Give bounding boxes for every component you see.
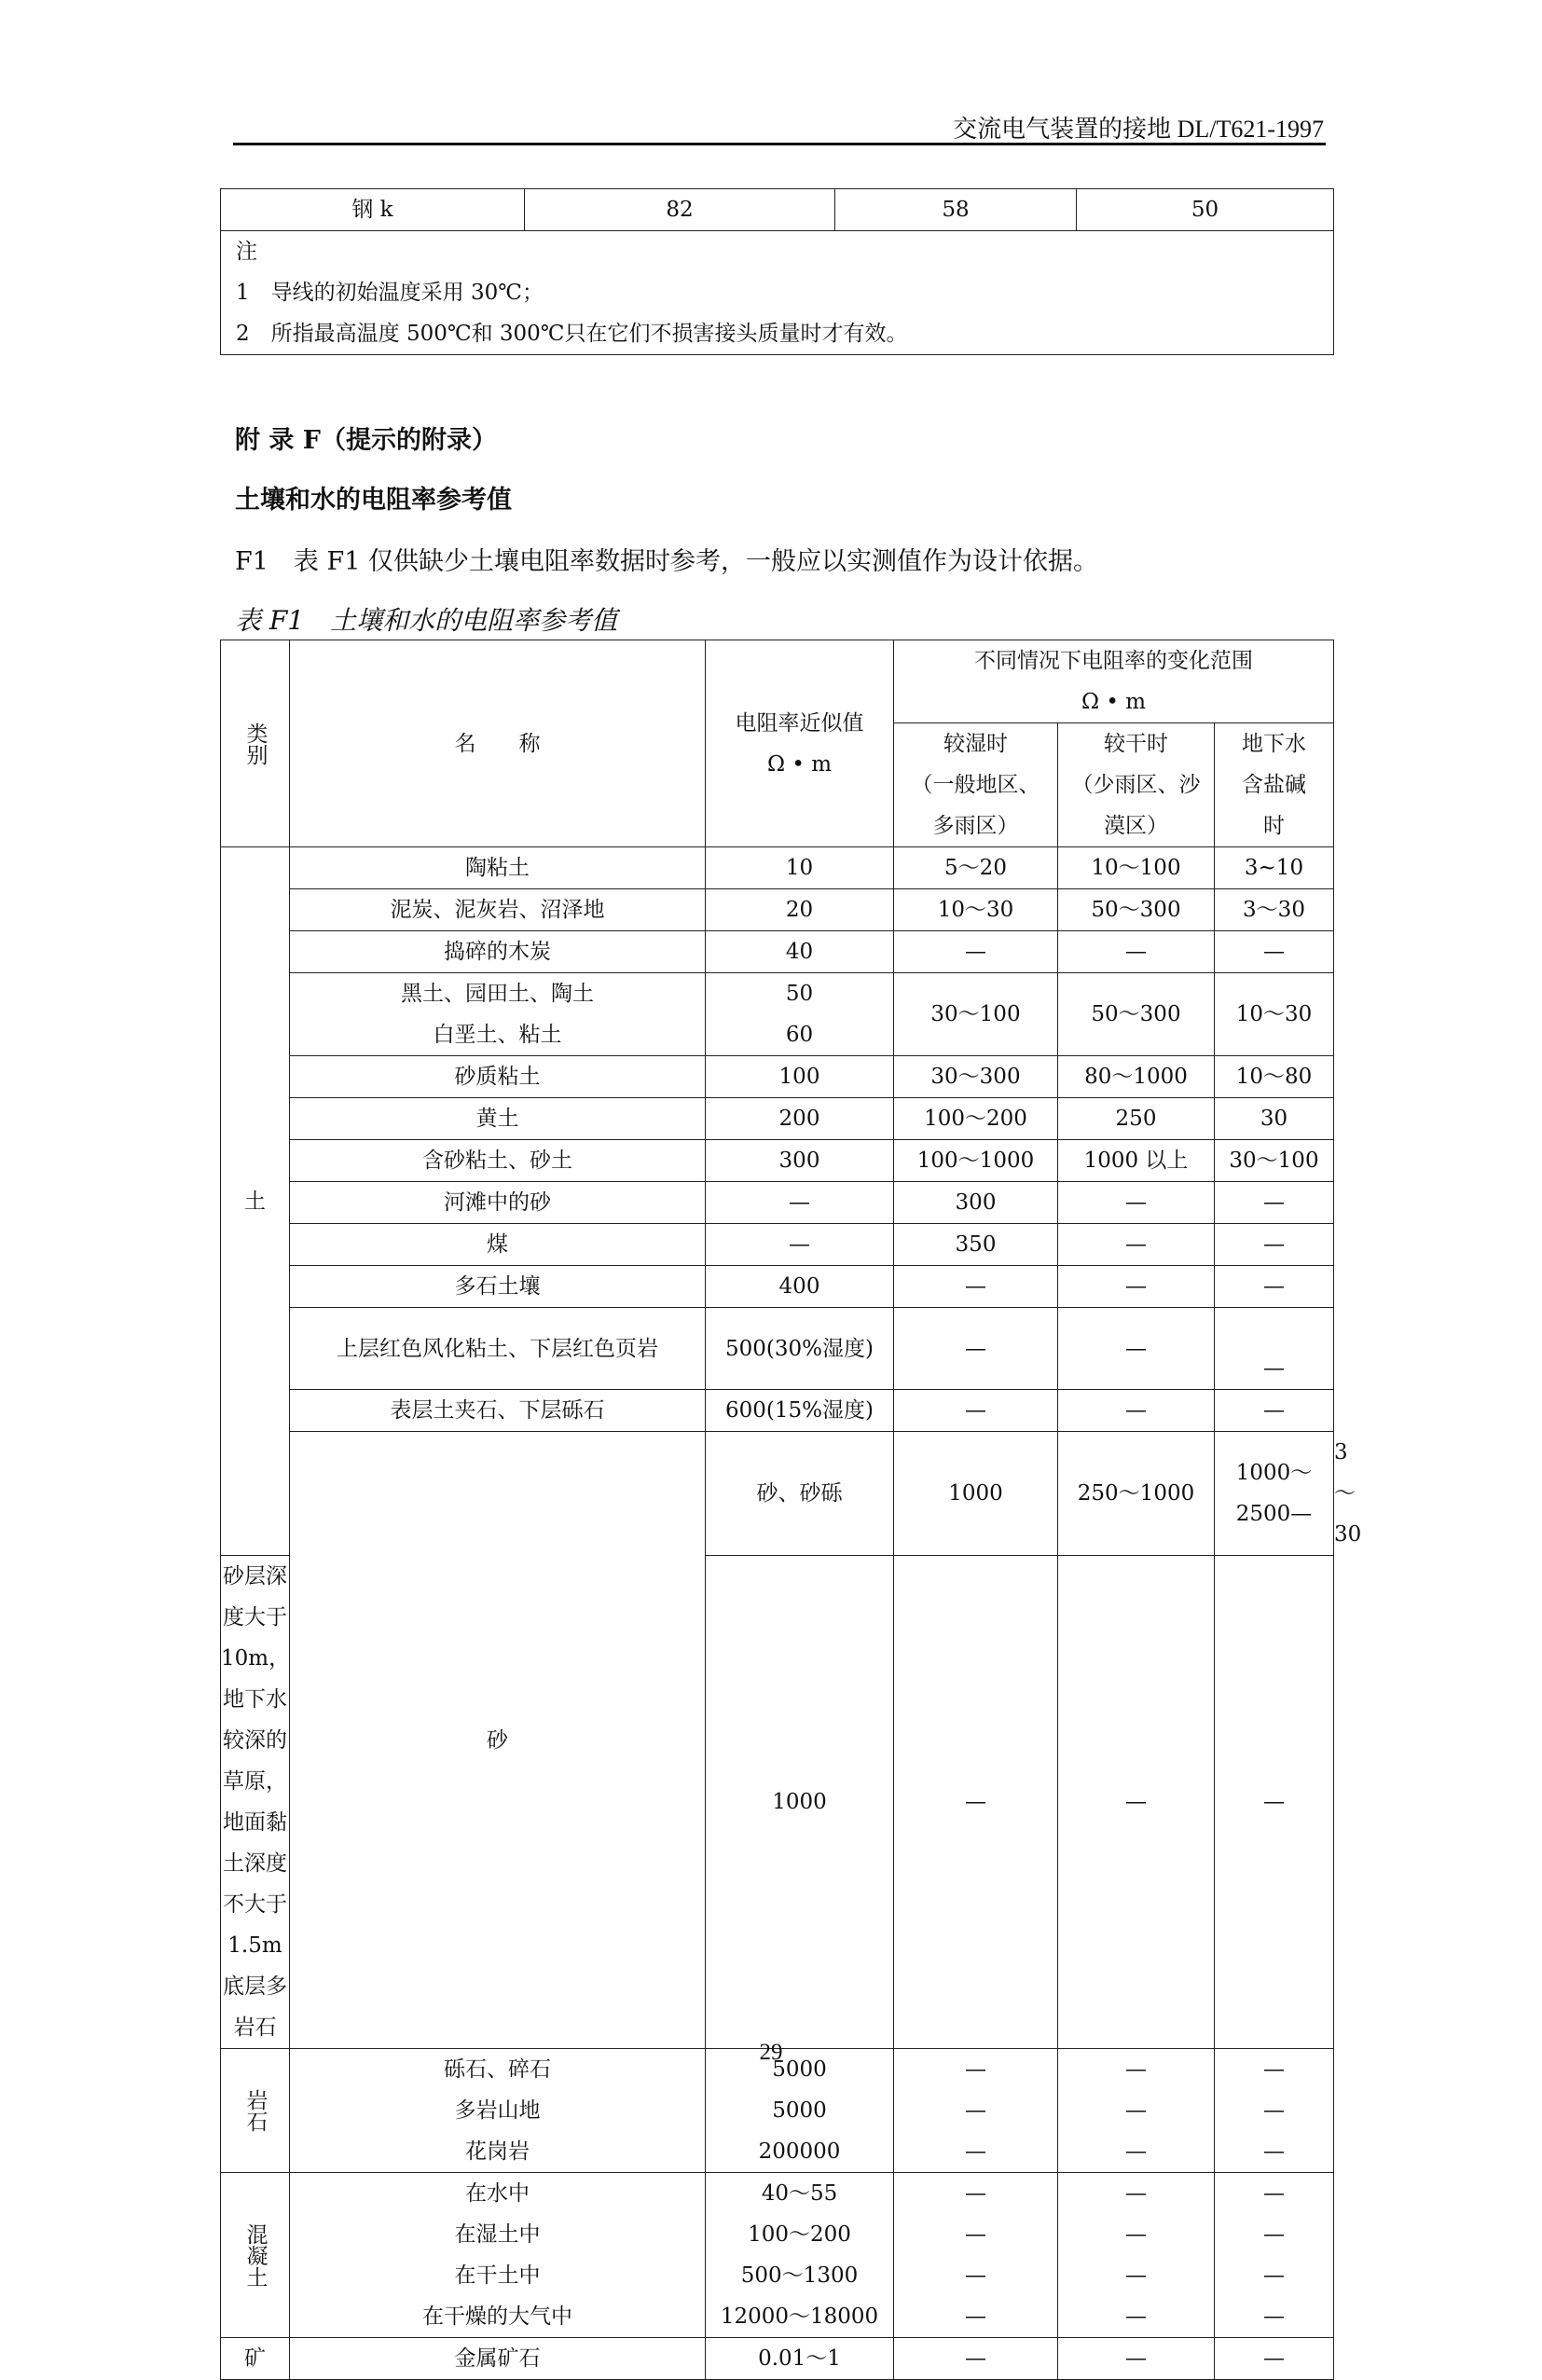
cell: — [706,1224,894,1266]
cell: 30 [1215,1098,1334,1140]
cell-line: 1000～ [1235,1461,1313,1485]
note-line: 1 导线的初始温度采用 30℃； [236,281,544,305]
cell: 300 [894,1182,1058,1224]
cell: 30～300 [894,1056,1058,1098]
cell-line: 500～1300 [740,2263,859,2288]
cell-line: — [1263,2222,1285,2247]
cell-line: 砾石、碎石 [444,2057,551,2082]
cell: — [894,2338,1058,2380]
cell: 多石土壤 [290,1266,706,1308]
cell-line: 在干燥的大气中 [422,2304,572,2329]
table-row [221,1140,1334,1182]
cell-line: — [965,2304,986,2329]
cell: 300 [706,1140,894,1182]
cell: 80～1000 [1058,1056,1215,1098]
cell: 煤 [290,1224,706,1266]
cell: 50 [1077,189,1334,231]
cell: 1000 以上 [1058,1140,1215,1182]
cell-line: 在水中 [465,2181,530,2206]
table-row [221,2173,1334,2338]
cell-line: 40～55 [761,2181,838,2206]
cell-line: 60 [785,1023,814,1047]
cell: 河滩中的砂 [290,1182,706,1224]
cell-line: — [1263,2304,1285,2329]
cell: 1000 [894,1432,1058,1556]
table-row [221,973,1334,1056]
running-header: 交流电气装置的接地 DL/T621-1997 [953,116,1324,143]
cell: 100～200 [894,1098,1058,1140]
cell [1058,2049,1215,2173]
header-row [221,640,1334,723]
cell: — [1215,1266,1334,1308]
table-row [221,1308,1334,1390]
cell: 30～100 [1215,1140,1334,1182]
cell-line: 50 [785,982,814,1006]
table-row [221,847,1334,889]
cell: 砂质粘土 [290,1056,706,1098]
cell-line: 5000 [772,2057,827,2082]
header-dry [1058,723,1215,847]
cell: 表层土夹石、下层砾石 [290,1390,706,1432]
table-row [221,889,1334,931]
cell: 250 [1058,1098,1215,1140]
header-wet [894,723,1058,847]
table-row [221,931,1334,973]
cell: 10～80 [1215,1056,1334,1098]
cell: 20 [706,889,894,931]
cell-line: 白垩土、粘土 [433,1023,562,1047]
cell: 捣碎的木炭 [290,931,706,973]
header-groundwater-line: 时 [1263,814,1285,838]
cell: — [894,1390,1058,1432]
cell: — [1058,1182,1215,1224]
cell: 82 [525,189,835,231]
cell [1058,2173,1215,2338]
cell [1215,1432,1334,1556]
cell-line: 黑土、园田土、陶土 [401,982,594,1006]
table-row [221,1224,1334,1266]
cell: 0.01～1 [706,2338,894,2380]
cell: 黄土 [290,1098,706,1140]
cell: 250～1000 [1058,1432,1215,1556]
cell: 砂、砂砾 [706,1432,894,1556]
cell-line: 多岩山地 [454,2098,541,2123]
cell: — [1058,1308,1215,1390]
cell-line: — [965,2222,986,2247]
cell-line: 在干土中 [454,2263,541,2288]
paragraph-f1: F1 表 F1 仅供缺少土壤电阻率数据时参考，一般应以实测值作为设计依据。 [235,547,1098,576]
cell [706,973,894,1056]
cell [290,973,706,1056]
table-row [221,1390,1334,1432]
cell: — [1215,2338,1334,2380]
cell: 含砂粘土、砂土 [290,1140,706,1182]
cell-line: 100～200 [748,2222,851,2247]
cell: 600(15%湿度) [706,1390,894,1432]
resistivity-table [220,640,1362,2380]
cell: 泥炭、泥灰岩、沼泽地 [290,889,706,931]
cell [894,2173,1058,2338]
cell: 3～30 [1215,889,1334,931]
cell-line: — [965,2098,986,2123]
cell: 上层红色风化粘土、下层红色页岩 [290,1308,706,1390]
cell: 钢 k [221,189,525,231]
cell: — [1215,1390,1334,1432]
cell: — [1058,1266,1215,1308]
cell-line: — [1125,2098,1147,2123]
header-range [894,640,1334,723]
table-row [221,189,1334,231]
cell-line: — [1125,2139,1147,2164]
header-groundwater-line: 地下水 [1242,732,1306,756]
cell-line: — [1125,2181,1147,2206]
cell [1215,2173,1334,2338]
header-groundwater [1215,723,1334,847]
cell-line: 地下水较深的草原， [223,1687,287,1794]
section-title: 土壤和水的电阻率参考值 [235,486,512,515]
category-ore: 矿 [221,2338,290,2380]
header-dry-line: （少雨区、沙 [1071,773,1201,797]
cell: 10～100 [1058,847,1215,889]
category-concrete [221,2173,290,2338]
cell-line: — [965,2057,986,2082]
cell-line: — [1125,2057,1147,2082]
cell [1215,2049,1334,2173]
table-caption: 表 F1 土壤和水的电阻率参考值 [235,605,618,636]
table-row [221,2338,1334,2380]
header-range-label: 不同情况下电阻率的变化范围 [974,649,1253,673]
cell-line: — [965,2139,986,2164]
cell: — [1058,1224,1215,1266]
cell: 100～1000 [894,1140,1058,1182]
cell-line: 花岗岩 [465,2139,530,2164]
header-rule [233,143,1326,145]
cell [290,2049,706,2173]
table-row: 砂 砂、砂砾 1000 250～1000 1000～ 2500— 3～30 [221,1432,1334,1556]
header-dry-line: 较干时 [1104,732,1168,756]
cell: 100 [706,1056,894,1098]
cell: — [1215,1224,1334,1266]
cell: 1000 [706,1556,894,2049]
category-concrete-label: 混凝土 [242,2222,268,2288]
cell: 400 [706,1266,894,1308]
cell: 200 [706,1098,894,1140]
cell-line: 在湿土中 [454,2222,541,2247]
cell: — [706,1182,894,1224]
cell: 350 [894,1224,1058,1266]
header-groundwater-line: 含盐碱 [1242,773,1306,797]
cell: 10 [706,847,894,889]
cell: — [1215,1556,1334,2049]
header-category [221,640,290,847]
cell: — [1058,1390,1215,1432]
cell-line: 砂层深度大于 10m， [221,1564,291,1671]
cell: 金属矿石 [290,2338,706,2380]
cell: 500(30%湿度) [706,1308,894,1390]
table-row [221,1182,1334,1224]
cell: — [894,931,1058,973]
header-approx [706,640,894,847]
cell [894,2049,1058,2173]
cell: — [1058,1556,1215,2049]
table-row [221,1056,1334,1098]
cell-line: 5000 [772,2098,827,2123]
cell-line: — [1125,2222,1147,2247]
cell-line: 200000 [758,2139,841,2164]
page-number: 29 [759,2040,783,2065]
cell-line: — [965,2181,986,2206]
cell: — [894,1308,1058,1390]
cell: — [1215,1308,1334,1390]
header-wet-line: （一般地区、 [911,773,1040,797]
cell: 30～100 [894,973,1058,1056]
cell-line: — [1125,2304,1147,2329]
top-table [220,188,1334,355]
header-category-label: 类别 [242,722,268,765]
cell [706,2049,894,2173]
note-line: 2 所指最高温度 500℃和 300℃只在它们不损害接头质量时才有效。 [236,322,908,346]
notes-row [221,231,1334,355]
header-name: 名 称 [290,640,706,847]
cell-line: 12000～18000 [720,2304,879,2329]
cell: 40 [706,931,894,973]
cell: 5～20 [894,847,1058,889]
cell: 10～30 [1215,973,1334,1056]
cell [290,2173,706,2338]
cell-line: — [1263,2057,1285,2082]
cell: 10～30 [894,889,1058,931]
cell: 3~10 [1215,847,1334,889]
cell: — [894,1266,1058,1308]
cell: — [1215,931,1334,973]
appendix-title: 附 录 F（提示的附录） [235,426,497,455]
table-row [221,1266,1334,1308]
cell [221,1556,290,2049]
header-range-unit: Ω • m [1081,690,1147,714]
category-soil: 土 [221,847,290,1556]
cell-line: 2500— [1235,1502,1313,1526]
table-row [221,1098,1334,1140]
header-wet-line: 多雨区） [932,814,1019,838]
cell-line: 地面黏土深度不大于 1.5m 底层多岩石 [223,1810,287,2040]
cell: — [1215,1182,1334,1224]
header-approx-unit: Ω • m [766,751,833,777]
category-sand: 砂 [290,1432,706,2049]
header-wet-line: 较湿时 [943,732,1008,756]
cell-line: — [1263,2098,1285,2123]
notes-cell [221,231,1334,355]
category-rock-label: 岩石 [242,2089,268,2132]
cell: — [1058,931,1215,973]
cell: — [894,1556,1058,2049]
cell: 50～300 [1058,973,1215,1056]
cell: — [1058,2338,1215,2380]
header-approx-label: 电阻率近似值 [735,710,864,736]
cell: 50～300 [1058,889,1215,931]
cell [706,2173,894,2338]
header-dry-line: 漠区） [1104,814,1168,838]
cell-line: — [1263,2181,1285,2206]
cell-line: — [1263,2263,1285,2288]
note-line: 注 [236,240,257,264]
cell-line: — [1125,2263,1147,2288]
cell-line: — [965,2263,986,2288]
category-rock [221,2049,290,2173]
cell: 58 [835,189,1077,231]
cell-line: — [1263,2139,1285,2164]
cell: 陶粘土 [290,847,706,889]
table-row [221,2049,1334,2173]
